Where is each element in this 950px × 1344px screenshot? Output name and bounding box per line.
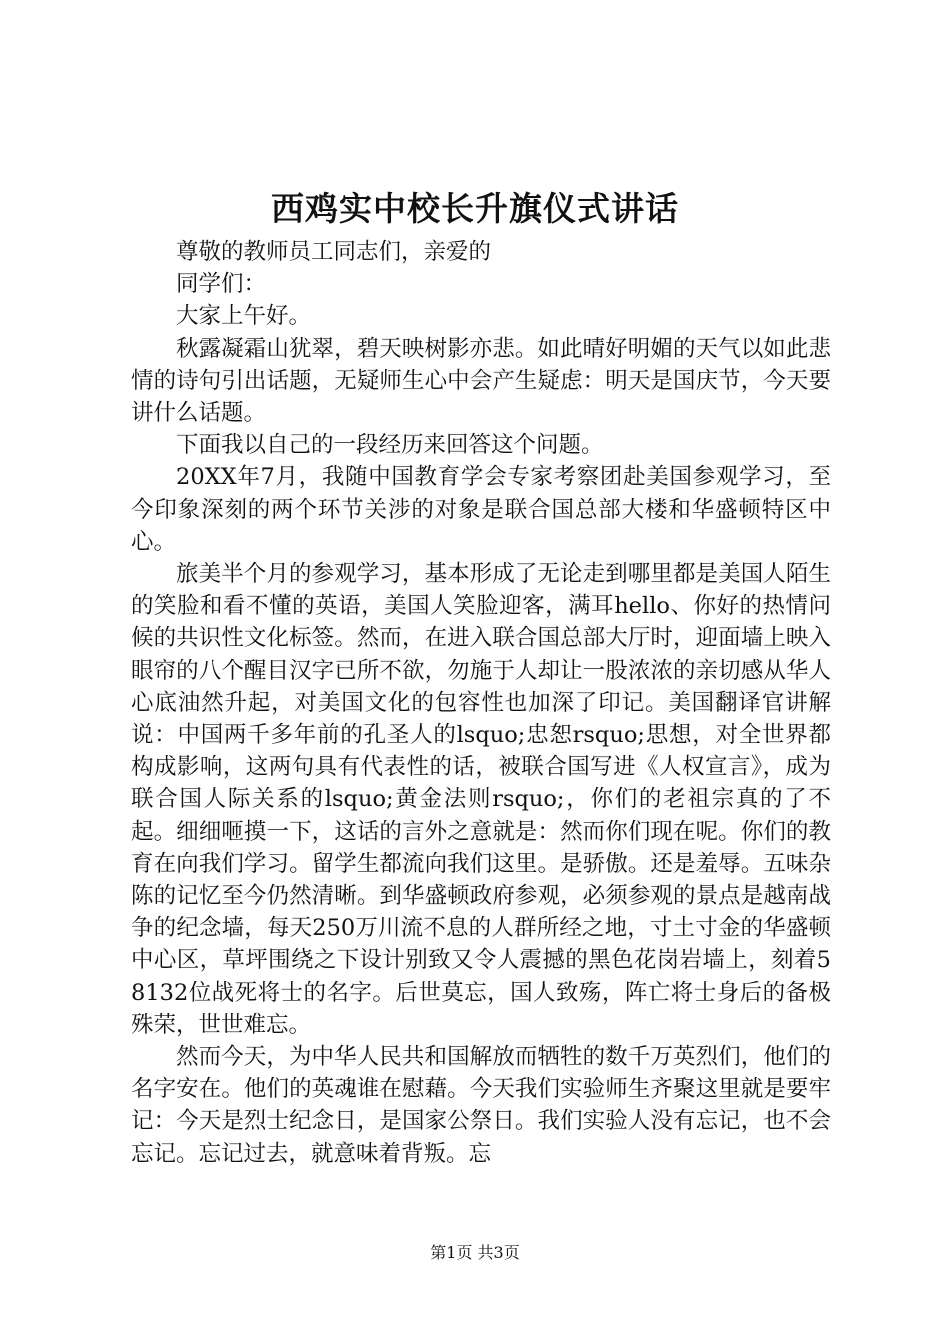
body-paragraph: 旅美半个月的参观学习，基本形成了无论走到哪里都是美国人陌生的笑脸和看不懂的英语，美国人笑脸迎客，满耳hello、你好的热情问候的共识性文化标签。然而，在进入联合国总部大厅时，迎面墙上映入眼帘的八个醒目汉字已所不欲，勿施于人却让一股浓浓的亲切感从华人心底油然升起，对美国文化的包容性也加深了印记。美国翻译官讲解说：中国两千多年前的孔圣人的lsquo;忠恕rsquo;思想，对全世界都构成影响，这两句具有代表性的话，被联合国写进《人权宣言》，成为联合国人际关系的lsquo;黄金法则rsquo;，你们的老祖宗真的了不起。细细咂摸一下，这话的言外之意就是：然而你们现在呢。你们的教育在向我们学习。留学生都流向我们这里。是骄傲。还是羞辱。五味杂陈的记忆至今仍然清晰。到华盛顿政府参观，必须参观的景点是越南战争的纪念墙，每天250万川流不息的人群所经之地，寸土寸金的华盛顿中心区，草坪围绕之下设计别致又令人震撼的黑色花岗岩墙上，刻着58132位战死将士的名字。后世莫忘，国人致殇，阵亡将士身后的备极殊荣，世世难忘。 bbox=[131, 561, 831, 1038]
body-paragraph: 20XX年7月，我随中国教育学会专家考察团赴美国参观学习，至今印象深刻的两个环节关涉的对象是联合国总部大楼和华盛顿特区中心。 bbox=[131, 464, 831, 555]
greeting-paragraph: 大家上午好。 bbox=[176, 303, 312, 330]
salutation-line-1: 尊敬的教师员工同志们，亲爱的 bbox=[176, 239, 492, 265]
page-number-footer: 第1页 共3页 bbox=[430, 1243, 520, 1262]
document-body bbox=[131, 236, 831, 1170]
document-title: 西鸡实中校长升旗仪式讲话 bbox=[271, 189, 679, 228]
body-paragraph: 然而今天，为中华人民共和国解放而牺牲的数千万英烈们，他们的名字安在。他们的英魂谁在慰藉。今天我们实验师生齐聚这里就是要牢记：今天是烈士纪念日，是国家公祭日。我们实验人没有忘记，也不会忘记。忘记过去，就意味着背叛。忘 bbox=[131, 1044, 831, 1167]
salutation-line-2: 同学们： bbox=[176, 271, 267, 298]
body-paragraph: 下面我以自己的一段经历来回答这个问题。 bbox=[176, 432, 604, 459]
body-paragraph: 秋露凝霜山犹翠，碧天映树影亦悲。如此晴好明媚的天气以如此悲情的诗句引出话题，无疑师生心中会产生疑虑：明天是国庆节，今天要讲什么话题。 bbox=[131, 335, 831, 427]
